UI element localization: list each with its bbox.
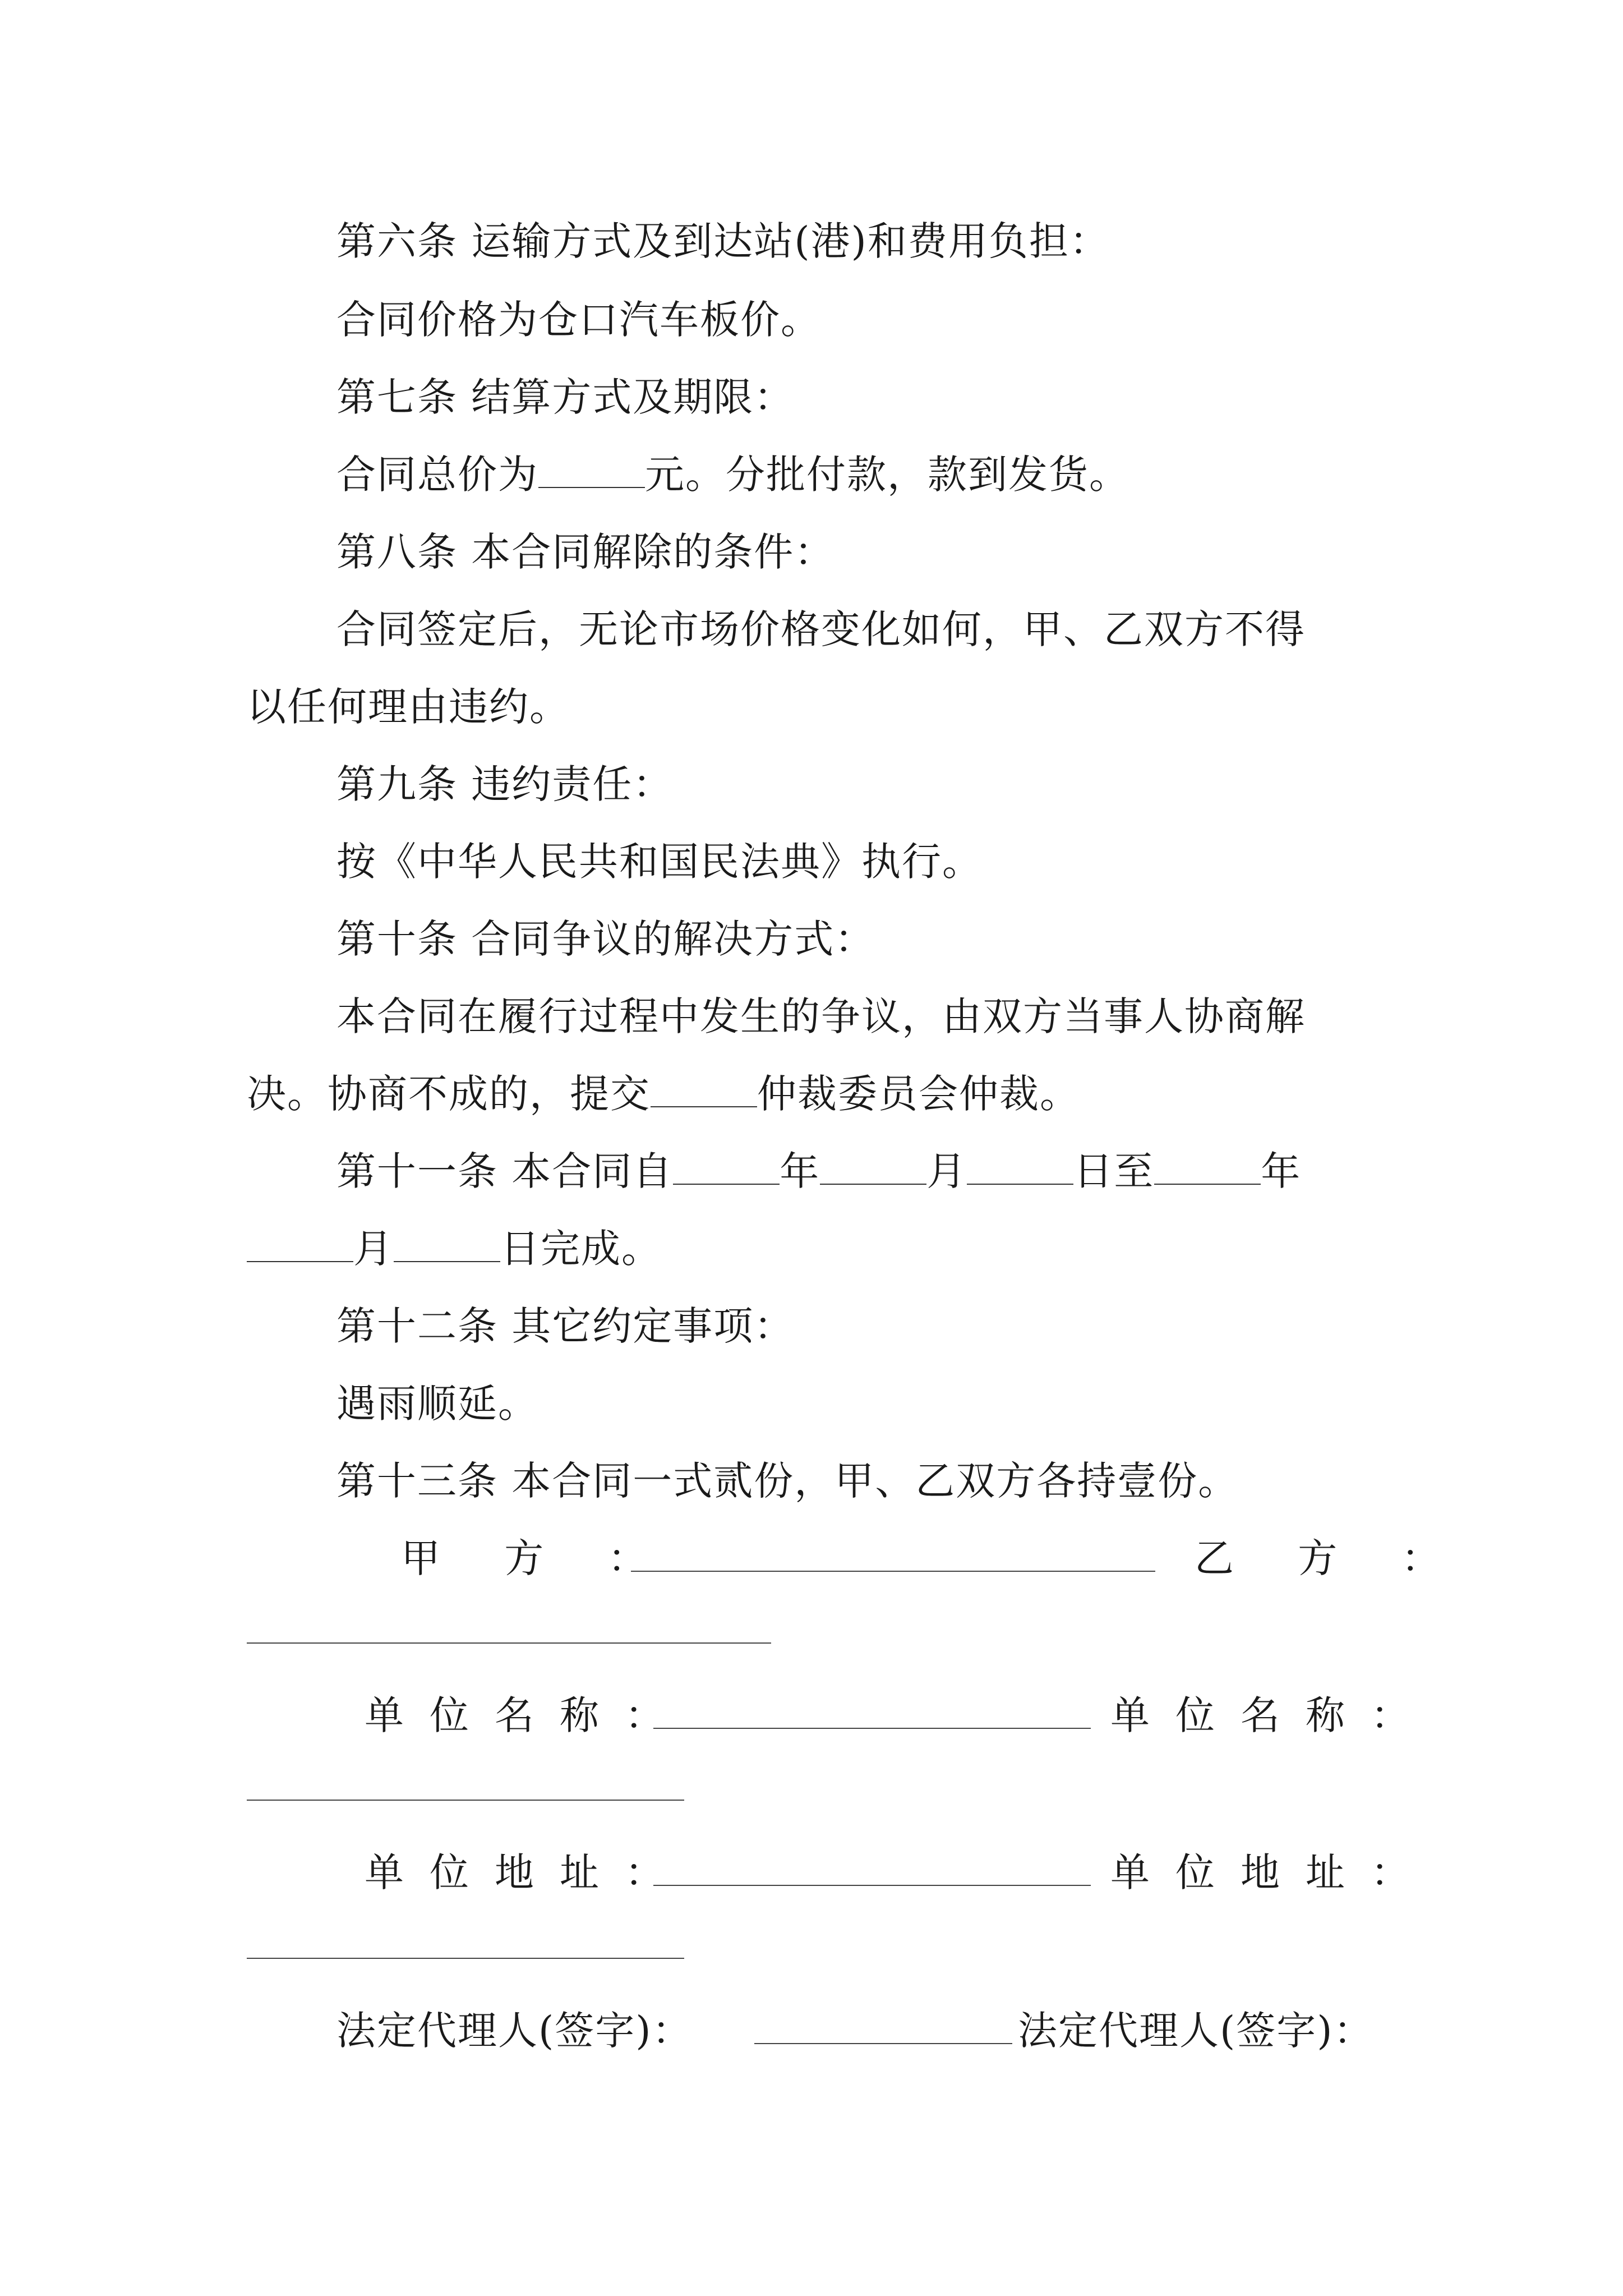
article-11-line-1 [336, 1143, 1385, 1199]
article-7-body-prefix: 合同总价为 [336, 452, 538, 498]
article-9-body: 按《中华人民共和国民法典》执行。 [336, 839, 983, 885]
unit-address-b-label: 单位地址： [1110, 1849, 1436, 1895]
total-price-blank [538, 452, 645, 488]
article-11-year: 年 [780, 1148, 820, 1194]
article-11-prefix: 第十一条 本合同自 [336, 1148, 674, 1194]
party-b-label: 乙 方 ： [1195, 1535, 1467, 1581]
article-11-month: 月 [926, 1148, 967, 1194]
article-10-title: 第十条 合同争议的解决方式： [336, 916, 875, 962]
article-8-body-line-2: 以任何理由违约。 [247, 684, 570, 730]
start-year-blank [673, 1149, 780, 1185]
arbitration-commission-blank [651, 1071, 757, 1107]
legal-rep-a-label: 法定代理人(签字)： [336, 2008, 693, 2054]
article-7-body-suffix: 元。分批付款，款到发货。 [645, 452, 1129, 498]
end-year-blank [1154, 1149, 1261, 1185]
unit-address-a-line [653, 1885, 1091, 1886]
article-9-title: 第九条 违约责任： [336, 761, 674, 807]
unit-name-b-line [247, 1800, 684, 1801]
unit-name-a-label: 单位名称： [365, 1692, 690, 1738]
end-day-blank [394, 1226, 500, 1262]
article-11-line-2 [247, 1221, 1385, 1277]
unit-name-b-label: 单位名称： [1110, 1692, 1436, 1738]
party-a-label: 甲 方 ： [401, 1535, 673, 1581]
start-day-blank [967, 1149, 1073, 1185]
start-month-blank [820, 1149, 926, 1185]
party-b-line [247, 1642, 771, 1644]
article-10-body-line-2-prefix: 决。协商不成的，提交 [247, 1071, 651, 1117]
article-7-body [336, 447, 1385, 503]
article-11-end: 日完成。 [500, 1226, 662, 1272]
article-8-title: 第八条 本合同解除的条件： [336, 529, 835, 575]
legal-rep-b-label: 法定代理人(签字)： [1018, 2008, 1374, 2054]
article-12-body: 遇雨顺延。 [336, 1381, 538, 1427]
article-13-title: 第十三条 本合同一式贰份，甲、乙双方各持壹份。 [336, 1458, 1239, 1504]
unit-address-a-label: 单位地址： [365, 1849, 690, 1895]
article-6-body: 合同价格为仓口汽车板价。 [336, 297, 821, 343]
party-a-line [631, 1571, 1155, 1572]
article-10-body-line-2 [247, 1066, 1385, 1122]
article-11-day-to: 日至 [1073, 1148, 1155, 1194]
article-12-title: 第十二条 其它约定事项： [336, 1303, 795, 1349]
article-7-title: 第七条 结算方式及期限： [336, 374, 795, 420]
article-8-body-line-1: 合同签定后，无论市场价格变化如何，甲、乙双方不得 [336, 606, 1306, 652]
unit-address-b-line [247, 1958, 684, 1959]
legal-rep-a-line [754, 2043, 1012, 2044]
unit-name-a-line [653, 1728, 1091, 1729]
article-6-title: 第六条 运输方式及到达站(港)和费用负担： [336, 218, 1110, 264]
article-10-body-line-1: 本合同在履行过程中发生的争议，由双方当事人协商解 [336, 993, 1306, 1039]
article-10-body-line-2-suffix: 仲裁委员会仲裁。 [757, 1071, 1080, 1117]
article-11-month-2: 月 [353, 1226, 394, 1272]
end-month-blank [247, 1226, 353, 1262]
article-11-year-2: 年 [1261, 1148, 1302, 1194]
